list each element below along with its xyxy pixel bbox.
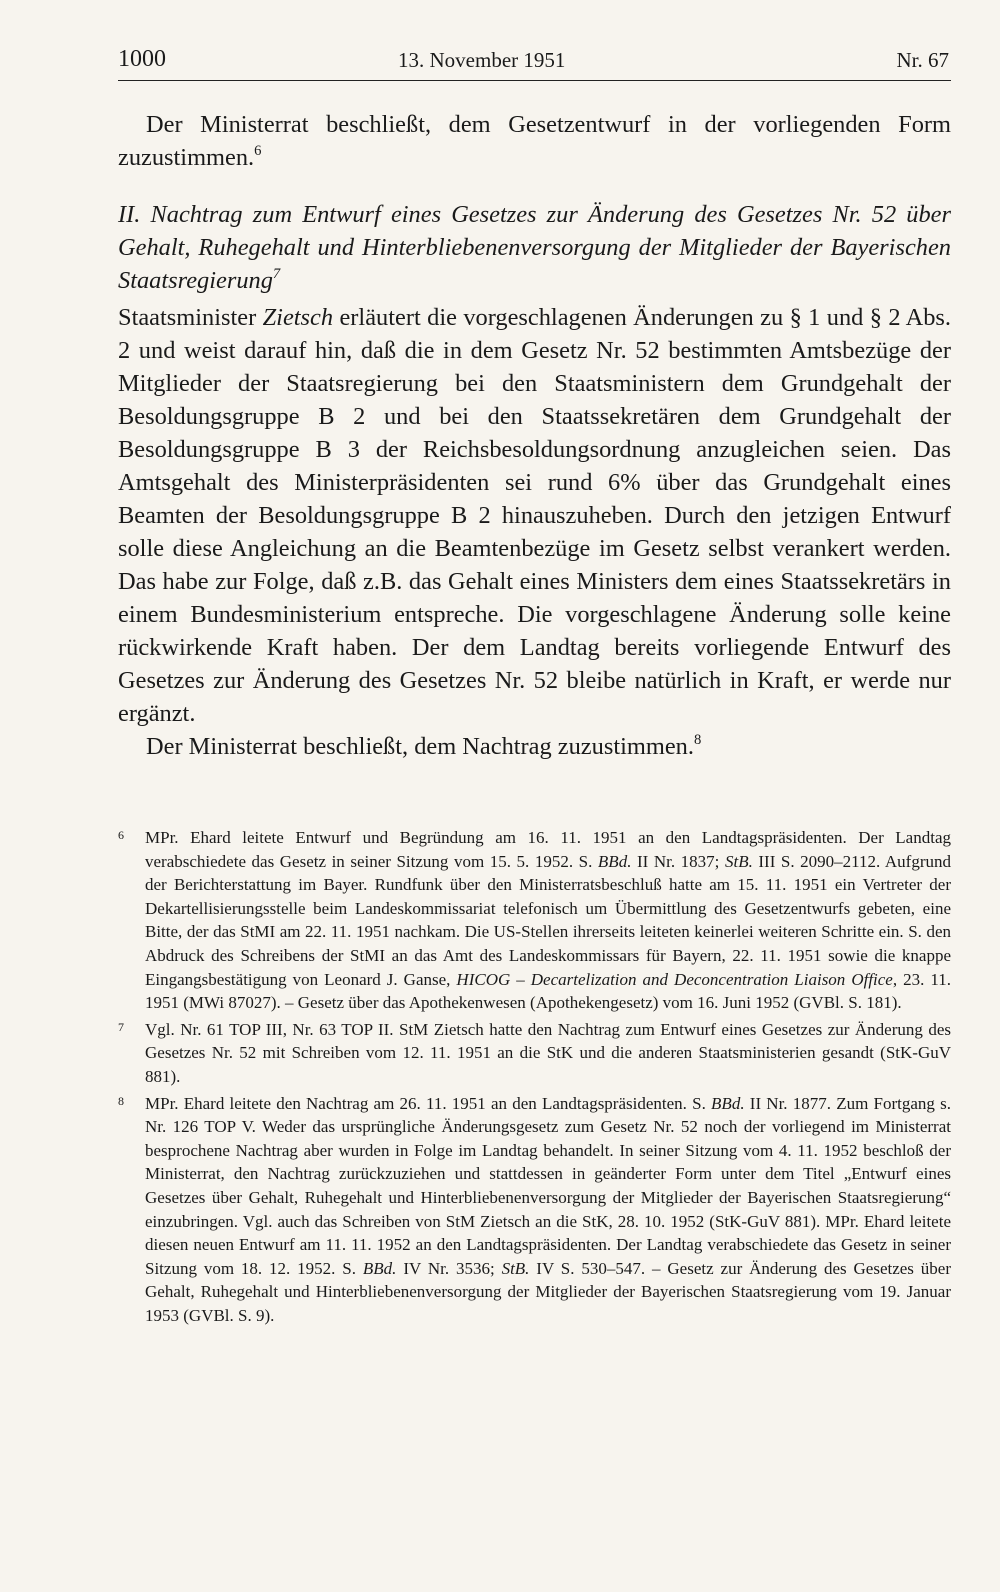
document-number: Nr. 67	[896, 48, 949, 72]
footnote-ref: 8	[693, 731, 702, 748]
main-text	[118, 108, 951, 763]
header-rule	[118, 80, 951, 81]
footnote-number: 6	[118, 828, 124, 842]
footnote-number: 7	[118, 1019, 124, 1034]
footnote-ref: 6	[254, 142, 262, 159]
footnote-ref: 7	[272, 265, 281, 282]
paragraph-explanation: Staatsminister Zietsch erläutert die vorgeschlagenen Änderungen zu § 1 und § 2 Abs. 2 und weist darauf hin, daß die in dem Gesetz Nr. 52 bestimmten Amtsbezüge der Mitglieder der Staatsregierung bei den Staatsministern dem Grundgehalt der Besoldungsgruppe B 2 und bei den Staatssekretären dem Grundgehalt der Besoldungsgruppe B 3 der Reichsbesoldungsordnung anzugleichen seien. Das Amtsgehalt des Ministerpräsidenten sei rund 6% über das Grundgehalt eines Beamten der Besoldungsgruppe B 2 hinauszuheben. Durch den jetzigen Entwurf solle diese Angleichung an die Beamtenbezüge im Gesetz selbst verankert werden. Das habe zur Folge, daß z.B. das Gehalt eines Ministers dem eines Staatssekretärs in einem Bundesministerium entspreche. Die vorgeschlagene Änderung solle keine rückwirkende Kraft haben. Der dem Landtag bereits vorliegende Entwurf des Gesetzes zur Änderung des Gesetzes Nr. 52 bleibe natürlich in Kraft, er werde nur ergänzt.	[118, 304, 951, 727]
page-header	[118, 44, 951, 80]
footnote-number: 8	[118, 1093, 124, 1108]
page-number: 1000	[118, 46, 166, 72]
minister-name: Zietsch	[262, 304, 334, 331]
footnote: 6 MPr. Ehard leitete Entwurf und Begründung am 16. 11. 1951 an den Landtagspräsidenten. Der Landtag verabschiedete das Gesetz in seiner Sitzung vom 15. 5. 1952. S. BBd. II Nr. 1837; StB. III S. 2090–2112. Aufgrund der Berichterstattung im Bayer. Rundfunk über den Ministerratsbeschluß hatte am 15. 11. 1951 ein Vertreter der Dekartellisierungsstelle beim Landeskommissariat telefonisch um Übermittlung des Gesetzentwurfs gebeten, eine Bitte, der das StMI am 22. 11. 1951 nachkam. Die US-Stellen ihrerseits leiteten keinerlei weiteren Schritte ein. S. den Abdruck des Schreibens der StMI an das Amt des Landeskommissars für Bayern, 22. 11. 1951 sowie die knappe Eingangsbestätigung von Leonard J. Ganse, HICOG – Decartelization and Deconcentration Liaison Office, 23. 11. 1951 (MWi 87027). – Gesetz über das Apothekenwesen (Apothekengesetz) vom 16. Juni 1952 (GVBl. S. 181).	[118, 826, 951, 1015]
paragraph-resolution-1: Der Ministerrat beschließt, dem Gesetzentwurf in der vorliegenden Form zuzustimmen.$^6$	[118, 111, 951, 171]
paragraph-resolution-2: Der Ministerrat beschließt, dem Nachtrag zuzustimmen.$^8$	[146, 731, 702, 760]
section-heading: II. Nachtrag zum Entwurf eines Gesetzes zur Änderung des Gesetzes Nr. 52 über Gehalt, Ruhegehalt und Hinterbliebenenversorgung der Mitglieder der Bayerischen Staatsregierung$^7$	[118, 201, 951, 294]
footnote: 8 MPr. Ehard leitete den Nachtrag am 26. 11. 1951 an den Landtagspräsidenten. S. BBd. II Nr. 1877. Zum Fortgang s. Nr. 126 TOP V. Weder das ursprüngliche Änderungsgesetz zum Gesetz Nr. 52 noch der vorliegend im Ministerrat besprochene Nachtrag aber wurden in Folge im Landtag behandelt. In seiner Sitzung vom 4. 11. 1952 beschloß der Ministerrat, den Nachtrag zurückzuziehen und stattdessen in geänderter Form unter dem Titel „Entwurf eines Gesetzes über Gehalt, Ruhegehalt und Hinterbliebenenversorgung der Mitglieder der Bayerischen Staatsregierung“ einzubringen. Vgl. auch das Schreiben von StM Zietsch an die StK, 28. 10. 1952 (StK-GuV 881). MPr. Ehard leitete diesen neuen Entwurf am 11. 11. 1952 an den Landtagspräsidenten. Der Landtag verabschiedete das Gesetz in seiner Sitzung vom 18. 12. 1952. S. BBd. IV Nr. 3536; StB. IV S. 530–547. – Gesetz zur Änderung des Gesetzes über Gehalt, Ruhegehalt und Hinterbliebenenversorgung der Mitglieder der Bayerischen Staatsregierung vom 19. Januar 1953 (GVBl. S. 9).	[118, 1092, 951, 1328]
footnote: 7 Vgl. Nr. 61 TOP III, Nr. 63 TOP II. StM Zietsch hatte den Nachtrag zum Entwurf eines Gesetzes zur Änderung des Gesetzes Nr. 52 mit Schreiben vom 12. 11. 1951 an die StK und die anderen Staatsministerien gesandt (StK-GuV 881).	[118, 1018, 951, 1089]
footnotes	[118, 826, 951, 1330]
header-date: 13. November 1951	[398, 48, 566, 72]
